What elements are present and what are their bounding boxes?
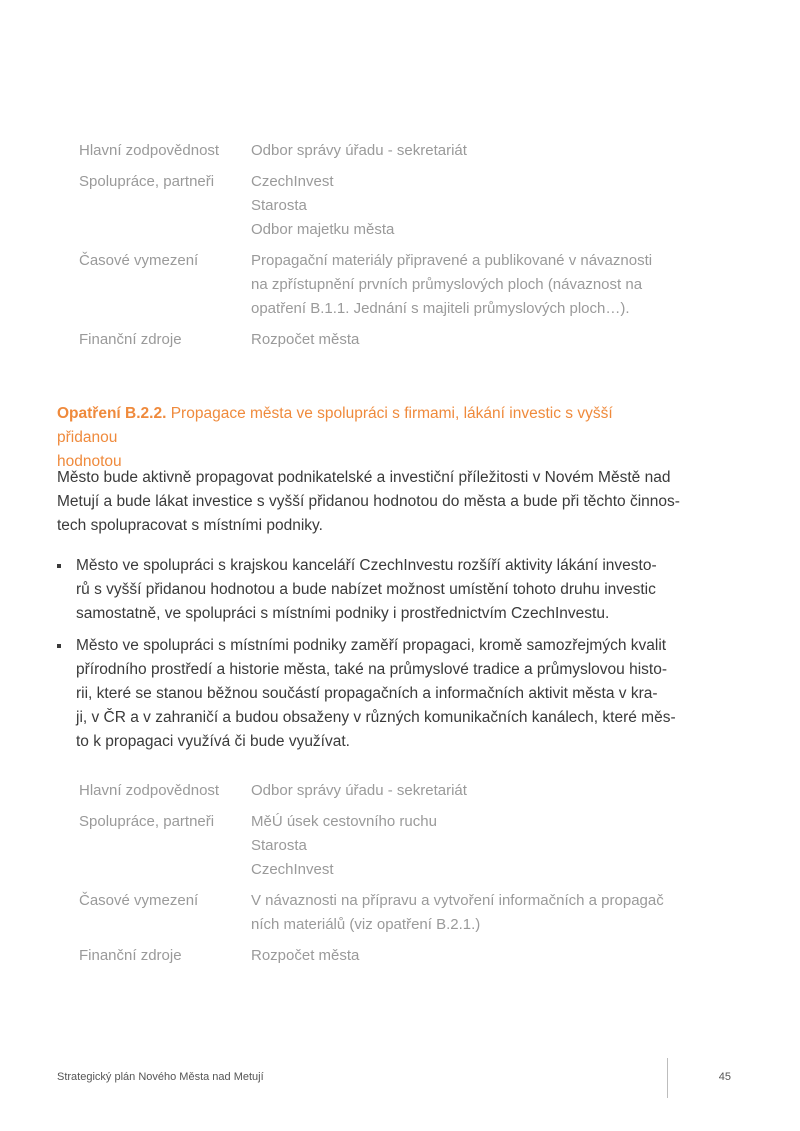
measure-code: Opatření B.2.2. [57, 405, 167, 422]
measure-title-continued: hodnotou [57, 453, 122, 470]
row-value [251, 779, 679, 803]
list-item-line: přírodního prostředí a historie města, také na průmyslové tradice a průmyslovou histo- [76, 661, 667, 678]
row-label: Finanční zdroje [79, 947, 182, 964]
value-line: CzechInvest [251, 173, 334, 190]
footer-title: Strategický plán Nového Města nad Metují [57, 1071, 264, 1083]
intro-paragraph [57, 466, 680, 538]
bullet-marker [57, 644, 61, 648]
row-label: Časové vymezení [79, 892, 199, 909]
row-value [251, 889, 679, 937]
value-line: Rozpočet města [251, 331, 360, 348]
value-line: ních materiálů (viz opatření B.2.1.) [251, 916, 481, 933]
row-value [251, 944, 679, 968]
footer-divider [667, 1058, 668, 1098]
row-value [251, 170, 679, 242]
row-value [251, 810, 679, 882]
row-label: Spolupráce, partneři [79, 173, 215, 190]
list-item-line: samostatně, ve spolupráci s místními podniky i prostřednictvím CzechInvestu. [76, 605, 610, 622]
row-value [251, 249, 679, 321]
row-value [251, 139, 679, 163]
list-item-line: rů s vyšší přidanou hodnotou a bude nabízet možnost umístění tohoto druhu investic [76, 581, 656, 598]
value-line: Starosta [251, 837, 307, 854]
value-line: na zpřístupnění prvních průmyslových ploch (návaznost na [251, 276, 643, 293]
bullet-marker [57, 564, 61, 568]
value-line: Odbor správy úřadu - sekretariát [251, 142, 467, 159]
list-item [57, 554, 677, 626]
responsibility-table-2 [79, 779, 679, 975]
list-item-line: to k propagaci využívá či bude využívat. [76, 733, 350, 750]
row-label: Časové vymezení [79, 252, 199, 269]
value-line: Odbor správy úřadu - sekretariát [251, 782, 467, 799]
table-row [79, 328, 679, 352]
row-label: Finanční zdroje [79, 331, 182, 348]
value-line: opatření B.1.1. Jednání s majiteli průmyslových ploch…). [251, 300, 630, 317]
responsibility-table-1 [79, 139, 679, 359]
row-label: Hlavní zodpovědnost [79, 782, 220, 799]
list-item-line: Město ve spolupráci s krajskou kanceláří CzechInvestu rozšíří aktivity lákání investo- [76, 557, 657, 574]
table-row [79, 779, 679, 803]
measure-title: Propagace města ve spolupráci s firmami, lákání investic s vyšší přidanou [57, 405, 613, 446]
value-line: CzechInvest [251, 861, 334, 878]
row-label: Hlavní zodpovědnost [79, 142, 220, 159]
value-line: MěÚ úsek cestovního ruchu [251, 813, 437, 830]
value-line: Starosta [251, 197, 307, 214]
paragraph-line: Metují a bude lákat investice s vyšší přidanou hodnotou do města a bude při těchto činnos- [57, 493, 680, 510]
table-row [79, 889, 679, 937]
list-item-line: Město ve spolupráci s místními podniky zaměří propagaci, kromě samozřejmých kvalit [76, 637, 667, 654]
page-number: 45 [718, 1071, 731, 1083]
value-line: Propagační materiály připravené a publikované v návaznosti [251, 252, 653, 269]
list-item-line: ji, v ČR a v zahraničí a budou obsaženy v různých komunikačních kanálech, které měs- [76, 709, 676, 726]
table-row [79, 249, 679, 321]
value-line: Odbor majetku města [251, 221, 395, 238]
table-row [79, 944, 679, 968]
paragraph-line: Město bude aktivně propagovat podnikatelské a investiční příležitosti v Novém Městě nad [57, 469, 671, 486]
table-row [79, 810, 679, 882]
measure-heading [57, 402, 677, 474]
list-item [57, 634, 677, 754]
row-value [251, 328, 679, 352]
row-label: Spolupráce, partneři [79, 813, 215, 830]
value-line: V návaznosti na přípravu a vytvoření informačních a propagač [251, 892, 664, 909]
value-line: Rozpočet města [251, 947, 360, 964]
table-row [79, 170, 679, 242]
bullet-list [57, 554, 677, 762]
paragraph-line: tech spolupracovat s místními podniky. [57, 517, 323, 534]
table-row [79, 139, 679, 163]
list-item-line: rii, které se stanou běžnou součástí propagačních a informačních aktivit města v kra- [76, 685, 658, 702]
